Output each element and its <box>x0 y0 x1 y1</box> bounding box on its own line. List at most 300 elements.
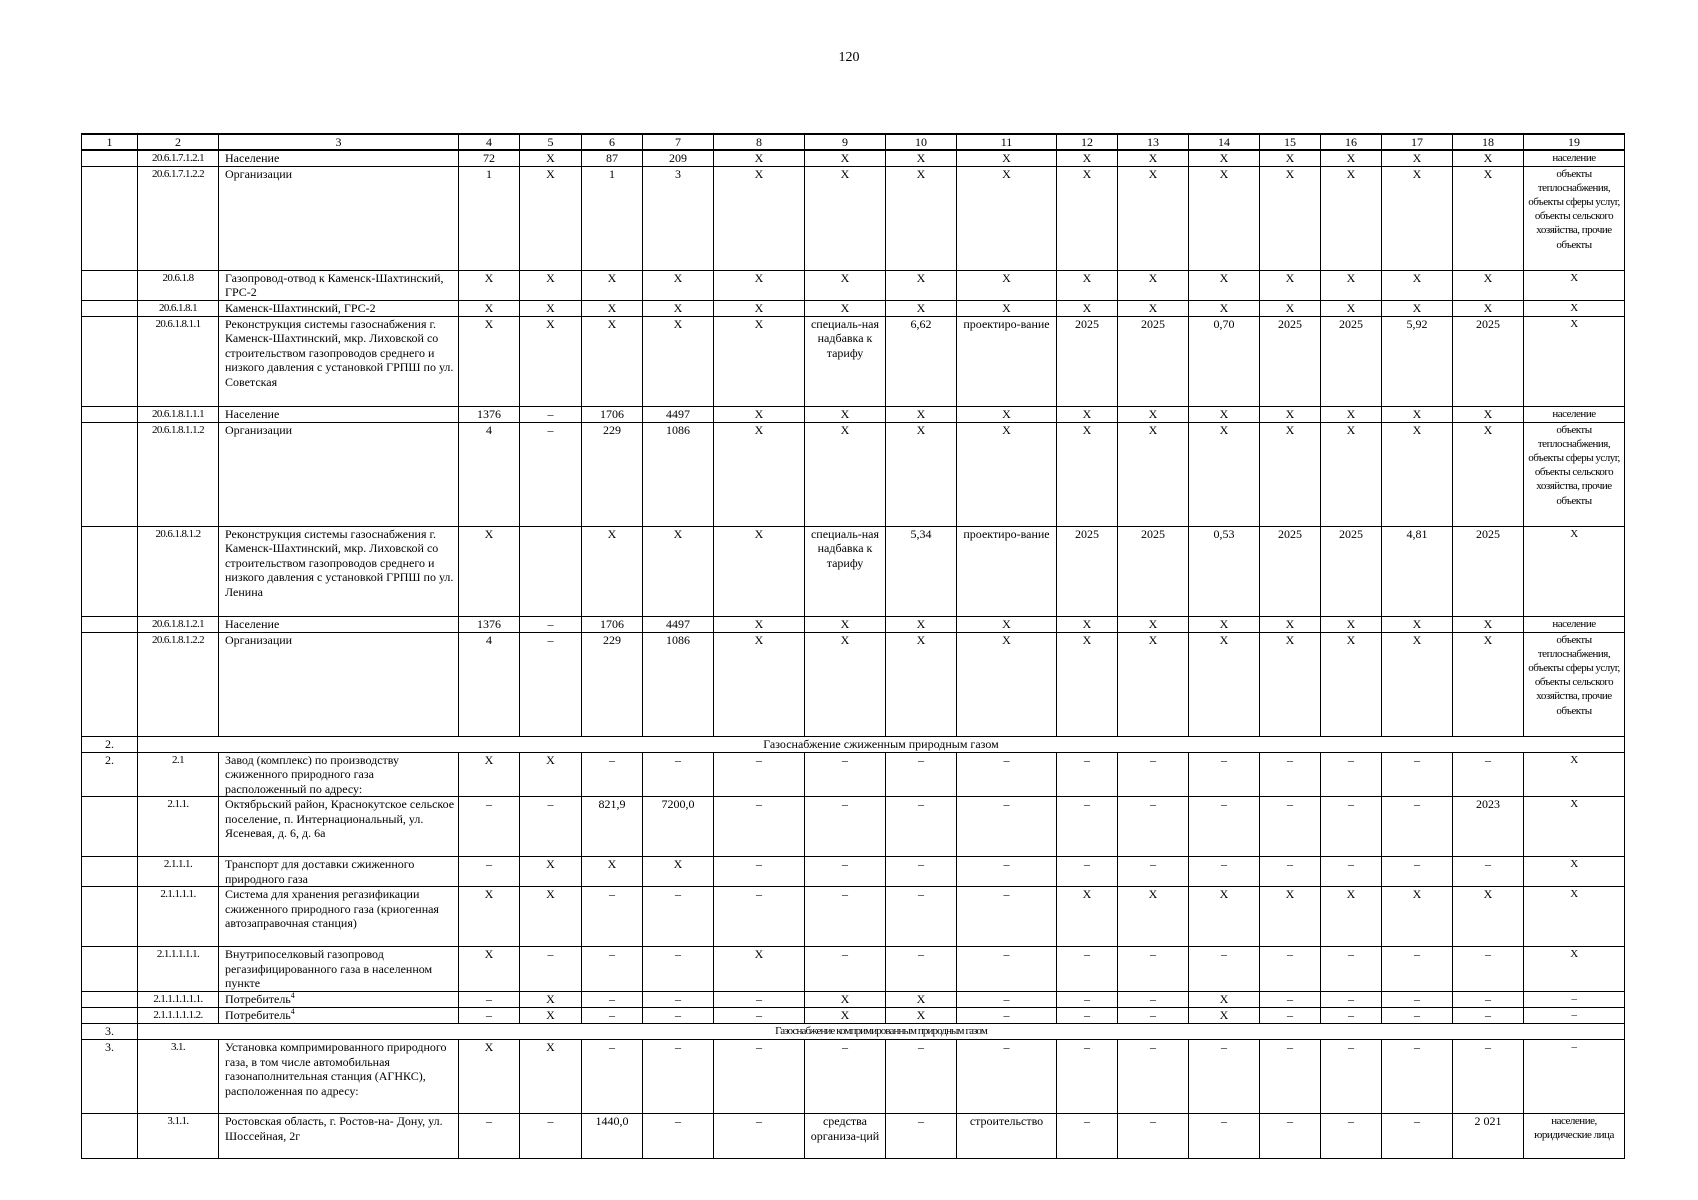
table-row <box>82 316 1625 406</box>
table-cell-col-17 <box>1382 270 1453 300</box>
cell-text: X <box>916 616 926 631</box>
cell-text: – <box>486 1114 492 1128</box>
table-cell-col-19 <box>1524 526 1625 616</box>
table-cell-col-4 <box>459 316 520 406</box>
table-cell-col-10 <box>886 947 957 992</box>
table-row <box>82 300 1625 316</box>
table-cell-col-5 <box>520 797 582 857</box>
cell-text: X <box>546 752 555 767</box>
table-cell-col-3 <box>219 947 459 992</box>
table-cell-col-12 <box>1057 300 1118 316</box>
cell-text: X <box>840 406 850 421</box>
cell-text: – <box>756 857 762 871</box>
cell-text: X <box>1285 616 1295 631</box>
header-cell-3: 3 <box>219 134 459 150</box>
table-cell-col-11 <box>957 150 1057 166</box>
cell-text: Октябрьский район, Краснокутское сельское поселение, п. Интернациональный, ул. Ясеневая, д. 6, д. 6а <box>225 797 455 840</box>
cell-text: – <box>756 887 762 901</box>
cell-text: X <box>1219 166 1229 181</box>
table-cell-col-10 <box>886 406 957 422</box>
cell-text: X <box>916 406 926 421</box>
table-cell-col-16 <box>1321 887 1382 947</box>
cell-text: X <box>1002 616 1011 631</box>
cell-text: 2. <box>105 752 114 767</box>
cell-text: X <box>1082 406 1092 421</box>
table-cell-col-9 <box>805 857 886 887</box>
cell-text: 20.6.1.8 <box>162 271 194 284</box>
cell-text: – <box>675 887 681 901</box>
cell-text: X <box>916 300 926 315</box>
table-cell-col-4 <box>459 887 520 947</box>
cell-text: 2 021 <box>1474 1114 1502 1128</box>
table-row <box>82 270 1625 300</box>
header-cell-9: 9 <box>805 134 886 150</box>
table-cell-col-3 <box>219 1008 459 1024</box>
header-cell-6: 6 <box>582 134 643 150</box>
header-cell-4: 4 <box>459 134 520 150</box>
cell-text: – <box>1414 1040 1420 1054</box>
section-title: Газоснабжение сжиженным природным газом <box>138 736 1625 752</box>
cell-text: X <box>754 316 764 331</box>
cell-text: 20.6.1.7.1.2.1 <box>151 152 205 164</box>
table-cell-col-18 <box>1453 422 1524 526</box>
header-cell-8: 8 <box>714 134 805 150</box>
cell-text: X <box>1346 422 1356 437</box>
cell-text: 1376 <box>477 616 501 631</box>
cell-text: – <box>1221 797 1227 811</box>
cell-text: – <box>1084 797 1090 811</box>
cell-text: – <box>547 632 554 647</box>
cell-text: 3 <box>675 166 681 181</box>
table-cell-col-6 <box>582 300 643 316</box>
cell-text: X <box>546 300 555 315</box>
table-cell-col-14 <box>1189 752 1260 797</box>
table-cell-col-17 <box>1382 887 1453 947</box>
table-cell-col-6 <box>582 1114 643 1159</box>
cell-text: – <box>675 1008 681 1022</box>
table-cell-col-7 <box>643 166 714 270</box>
table-cell-col-19 <box>1524 947 1625 992</box>
header-cell-12: 12 <box>1057 134 1118 150</box>
table-cell-col-12 <box>1057 526 1118 616</box>
cell-text: X <box>1002 406 1011 421</box>
cell-text: X <box>546 166 555 181</box>
table-row <box>82 616 1625 632</box>
table-cell-col-19 <box>1524 300 1625 316</box>
table-cell-col-17 <box>1382 166 1453 270</box>
table-cell-col-16 <box>1321 632 1382 736</box>
table-cell-col-1 <box>82 1008 138 1024</box>
table-cell-col-19 <box>1524 616 1625 632</box>
table-cell-col-11 <box>957 526 1057 616</box>
table-cell-col-5 <box>520 752 582 797</box>
table-cell-col-12 <box>1057 947 1118 992</box>
cell-text: – <box>1414 752 1420 767</box>
table-cell-col-8 <box>714 270 805 300</box>
cell-text: Внутрипоселковый газопровод регазифицированного газа в населенном пункте <box>225 947 433 990</box>
table-cell-col-5 <box>520 270 582 300</box>
table-cell-col-2 <box>138 992 219 1008</box>
cell-text: Потребитель <box>225 992 291 1006</box>
cell-text: – <box>1414 947 1420 961</box>
table-cell-col-1 <box>82 422 138 526</box>
table-cell-col-5 <box>520 947 582 992</box>
cell-text: 229 <box>603 632 621 647</box>
cell-text: Установка компримированного природного газа, в том числе автомобильная газонаполнительная станция (АГНКС), расположенная по адресу: <box>225 1040 447 1098</box>
table-cell-col-16 <box>1321 752 1382 797</box>
table-cell-col-5 <box>520 887 582 947</box>
table-cell-col-2 <box>138 1040 219 1114</box>
table-cell-col-6 <box>582 992 643 1008</box>
cell-text: 20.6.1.8.1.2 <box>155 527 201 540</box>
table-cell-col-17 <box>1382 1114 1453 1159</box>
table-cell-col-6 <box>582 316 643 406</box>
table-cell-col-14 <box>1189 406 1260 422</box>
cell-text: X <box>1219 422 1229 437</box>
table-row <box>82 166 1625 270</box>
table-cell-col-4 <box>459 616 520 632</box>
cell-text: – <box>1084 992 1090 1006</box>
table-cell-col-16 <box>1321 300 1382 316</box>
cell-text: X <box>1346 166 1356 181</box>
cell-text: – <box>842 887 848 901</box>
cell-text: X <box>673 270 683 285</box>
cell-text: X <box>754 151 764 165</box>
table-cell-col-18 <box>1453 887 1524 947</box>
cell-text: X <box>1570 858 1578 870</box>
cell-text: – <box>486 1008 492 1022</box>
cell-text: Население <box>225 616 280 631</box>
table-cell-col-3 <box>219 992 459 1008</box>
table-cell-col-2 <box>138 406 219 422</box>
table-cell-col-2 <box>138 526 219 616</box>
table-cell-col-7 <box>643 406 714 422</box>
cell-text: – <box>1003 887 1010 901</box>
table-cell-col-6 <box>582 887 643 947</box>
table-cell-col-6 <box>582 270 643 300</box>
cell-text: 20.6.1.8.1.1.1 <box>151 407 205 420</box>
cell-text: X <box>1570 527 1578 540</box>
header-cell-2: 2 <box>138 134 219 150</box>
cell-text: X <box>840 270 850 285</box>
cell-text: – <box>842 1040 848 1054</box>
table-cell-col-7 <box>643 1040 714 1114</box>
cell-text: – <box>918 1040 924 1054</box>
cell-text: X <box>840 151 850 165</box>
cell-text: – <box>918 887 924 901</box>
cell-text: – <box>842 752 848 767</box>
section-row <box>82 736 1625 752</box>
table-cell-col-11 <box>957 1008 1057 1024</box>
cell-text: 87 <box>606 151 618 165</box>
cell-text: X <box>1219 151 1229 165</box>
cell-text: X <box>840 166 850 181</box>
cell-text: 2.1.1.1.1.1.2. <box>153 1009 203 1021</box>
cell-text: X <box>754 166 764 181</box>
table-cell-col-2 <box>138 797 219 857</box>
table-cell-col-18 <box>1453 1040 1524 1114</box>
table-cell-col-6 <box>582 166 643 270</box>
header-cell-18: 18 <box>1453 134 1524 150</box>
table-cell-col-9 <box>805 316 886 406</box>
cell-text: Организации <box>225 422 293 437</box>
table-cell-col-5 <box>520 1040 582 1114</box>
table-cell-col-16 <box>1321 857 1382 887</box>
cell-text: – <box>1150 1040 1156 1054</box>
table-cell-col-8 <box>714 526 805 616</box>
cell-text: 4 <box>486 422 492 437</box>
table-cell-col-17 <box>1382 422 1453 526</box>
table-cell-col-17 <box>1382 150 1453 166</box>
table-cell-col-1 <box>82 150 138 166</box>
table-cell-col-15 <box>1260 166 1321 270</box>
cell-text: X <box>1285 270 1295 285</box>
table-cell-col-10 <box>886 422 957 526</box>
table-cell-col-8 <box>714 422 805 526</box>
header-cell-5: 5 <box>520 134 582 150</box>
cell-text: X <box>1483 166 1493 181</box>
cell-text: – <box>1084 1114 1090 1128</box>
cell-text: 20.6.1.8.1.2.1 <box>151 617 205 630</box>
table-cell-col-11 <box>957 406 1057 422</box>
table-cell-col-8 <box>714 616 805 632</box>
cell-text: 2.1 <box>172 753 184 766</box>
cell-text: – <box>609 947 615 961</box>
cell-text: X <box>840 632 850 647</box>
table-cell-col-2 <box>138 752 219 797</box>
cell-text: X <box>1082 616 1092 631</box>
table-cell-col-1 <box>82 1114 138 1159</box>
cell-text: 2.1.1. <box>167 798 189 810</box>
table-row <box>82 422 1625 526</box>
table-cell-col-13 <box>1118 1040 1189 1114</box>
header-cell-11: 11 <box>957 134 1057 150</box>
cell-text: X <box>1412 270 1422 285</box>
cell-text: – <box>1348 752 1354 767</box>
cell-text: – <box>1003 857 1010 871</box>
cell-text: X <box>484 947 494 961</box>
table-cell-col-14 <box>1189 1008 1260 1024</box>
cell-text: 1440,0 <box>595 1114 629 1128</box>
cell-text: средства организа-ций <box>810 1114 880 1143</box>
cell-text: X <box>1148 616 1158 631</box>
cell-text: X <box>1483 887 1493 901</box>
cell-text: 4497 <box>666 616 690 631</box>
table-cell-col-13 <box>1118 752 1189 797</box>
cell-text: – <box>842 947 848 961</box>
table-cell-col-4 <box>459 752 520 797</box>
table-cell-col-7 <box>643 947 714 992</box>
cell-text: – <box>1084 1040 1090 1054</box>
cell-text: X <box>484 1040 494 1054</box>
cell-text: – <box>1348 797 1354 811</box>
table-cell-col-15 <box>1260 270 1321 300</box>
table-cell-col-1 <box>82 166 138 270</box>
table-cell-col-19 <box>1524 150 1625 166</box>
cell-text: Организации <box>225 166 293 181</box>
cell-text: – <box>1571 1009 1577 1021</box>
cell-text: специаль-ная надбавка к тарифу <box>810 526 880 570</box>
header-cell-15: 15 <box>1260 134 1321 150</box>
table-row <box>82 1008 1625 1024</box>
table-cell-col-17 <box>1382 752 1453 797</box>
cell-text: 5,34 <box>910 526 932 541</box>
cell-text: – <box>609 752 615 767</box>
cell-text: – <box>1348 992 1354 1006</box>
cell-text: – <box>1485 1008 1491 1022</box>
cell-text: X <box>1148 151 1158 165</box>
cell-text: X <box>546 992 555 1006</box>
table-cell-col-13 <box>1118 166 1189 270</box>
cell-text: X <box>484 887 494 901</box>
cell-text: Население <box>225 151 280 165</box>
table-cell-col-15 <box>1260 797 1321 857</box>
cell-text: 72 <box>483 151 495 165</box>
table-cell-col-3 <box>219 1040 459 1114</box>
table-cell-col-1 <box>82 526 138 616</box>
table-cell-col-14 <box>1189 616 1260 632</box>
table-cell-col-4 <box>459 797 520 857</box>
table-cell-col-1 <box>82 1040 138 1114</box>
cell-text: X <box>484 300 494 315</box>
cell-text: X <box>484 270 494 285</box>
table-cell-col-19 <box>1524 422 1625 526</box>
table-cell-col-5 <box>520 166 582 270</box>
footnote-marker: 4 <box>290 1007 295 1016</box>
cell-text: 2025 <box>1141 316 1165 331</box>
table-cell-col-1 <box>82 270 138 300</box>
cell-text: X <box>1148 632 1158 647</box>
table-cell-col-4 <box>459 406 520 422</box>
table-cell-col-11 <box>957 632 1057 736</box>
table-row <box>82 797 1625 857</box>
cell-text: – <box>918 1114 924 1128</box>
cell-text: X <box>754 947 764 961</box>
table-cell-col-17 <box>1382 947 1453 992</box>
cell-text: X <box>1002 151 1011 165</box>
cell-text: X <box>1483 270 1493 285</box>
table-cell-col-2 <box>138 887 219 947</box>
cell-text: X <box>754 616 764 631</box>
table-cell-col-9 <box>805 526 886 616</box>
table-cell-col-1 <box>82 406 138 422</box>
section-number: 3. <box>82 1024 138 1040</box>
table-row <box>82 887 1625 947</box>
table-cell-col-9 <box>805 887 886 947</box>
table-cell-col-18 <box>1453 526 1524 616</box>
table-cell-col-7 <box>643 1008 714 1024</box>
cell-text: – <box>547 406 554 421</box>
table-cell-col-18 <box>1453 857 1524 887</box>
cell-text: Потребитель <box>225 1008 291 1022</box>
table-cell-col-2 <box>138 1114 219 1159</box>
table-cell-col-5 <box>520 526 582 616</box>
cell-text: – <box>1084 1008 1090 1022</box>
table-cell-col-16 <box>1321 616 1382 632</box>
table-cell-col-17 <box>1382 992 1453 1008</box>
table-cell-col-18 <box>1453 947 1524 992</box>
table-cell-col-13 <box>1118 797 1189 857</box>
table-cell-col-10 <box>886 752 957 797</box>
table-cell-col-16 <box>1321 1008 1382 1024</box>
table-cell-col-10 <box>886 1114 957 1159</box>
table-cell-col-19 <box>1524 1008 1625 1024</box>
cell-text: X <box>1412 616 1422 631</box>
cell-text: – <box>1348 1008 1354 1022</box>
cell-text: X <box>607 857 617 871</box>
table-cell-col-15 <box>1260 406 1321 422</box>
table-cell-col-11 <box>957 797 1057 857</box>
table-cell-col-1 <box>82 616 138 632</box>
table-cell-col-14 <box>1189 887 1260 947</box>
table-cell-col-8 <box>714 887 805 947</box>
cell-text: 209 <box>669 151 687 165</box>
table-cell-col-19 <box>1524 166 1625 270</box>
page-number: 120 <box>838 50 860 65</box>
cell-text: – <box>756 1008 762 1022</box>
table-cell-col-13 <box>1118 857 1189 887</box>
table-cell-col-18 <box>1453 150 1524 166</box>
cell-text: – <box>1485 857 1491 871</box>
cell-text: X <box>916 422 926 437</box>
cell-text: X <box>1082 632 1092 647</box>
table-cell-col-3 <box>219 857 459 887</box>
table-cell-col-1 <box>82 887 138 947</box>
table-cell-col-15 <box>1260 1008 1321 1024</box>
table-cell-col-6 <box>582 1040 643 1114</box>
table-cell-col-14 <box>1189 270 1260 300</box>
cell-text: – <box>1150 947 1156 961</box>
table-cell-col-9 <box>805 166 886 270</box>
cell-text: проектиро-вание <box>963 526 1050 541</box>
table-cell-col-3 <box>219 887 459 947</box>
cell-text: 3.1. <box>170 1041 186 1053</box>
table-cell-col-10 <box>886 857 957 887</box>
cell-text: X <box>1483 422 1493 437</box>
table-cell-col-10 <box>886 316 957 406</box>
table-cell-col-6 <box>582 422 643 526</box>
cell-text: X <box>1148 270 1158 285</box>
table-cell-col-14 <box>1189 1114 1260 1159</box>
table-cell-col-10 <box>886 526 957 616</box>
cell-text: – <box>675 752 681 767</box>
table-cell-col-1 <box>82 857 138 887</box>
cell-text: – <box>756 992 762 1006</box>
cell-text: X <box>1002 300 1011 315</box>
cell-text: X <box>607 270 617 285</box>
table-cell-col-8 <box>714 632 805 736</box>
cell-text: X <box>840 422 850 437</box>
cell-text: X <box>1346 151 1356 165</box>
table-cell-col-11 <box>957 887 1057 947</box>
table-cell-col-10 <box>886 992 957 1008</box>
cell-text: X <box>916 1008 926 1022</box>
cell-text: X <box>1412 887 1422 901</box>
table-cell-col-15 <box>1260 632 1321 736</box>
cell-text: – <box>1348 1040 1354 1054</box>
cell-text: – <box>547 422 554 437</box>
table-cell-col-18 <box>1453 752 1524 797</box>
cell-text: X <box>1346 300 1356 315</box>
cell-text: – <box>756 1040 762 1054</box>
table-cell-col-3 <box>219 406 459 422</box>
table-cell-col-8 <box>714 300 805 316</box>
cell-text: – <box>1150 1008 1156 1022</box>
cell-text: – <box>1150 752 1156 767</box>
cell-text: X <box>607 300 617 315</box>
cell-text: X <box>1148 887 1158 901</box>
table-cell-col-12 <box>1057 857 1118 887</box>
